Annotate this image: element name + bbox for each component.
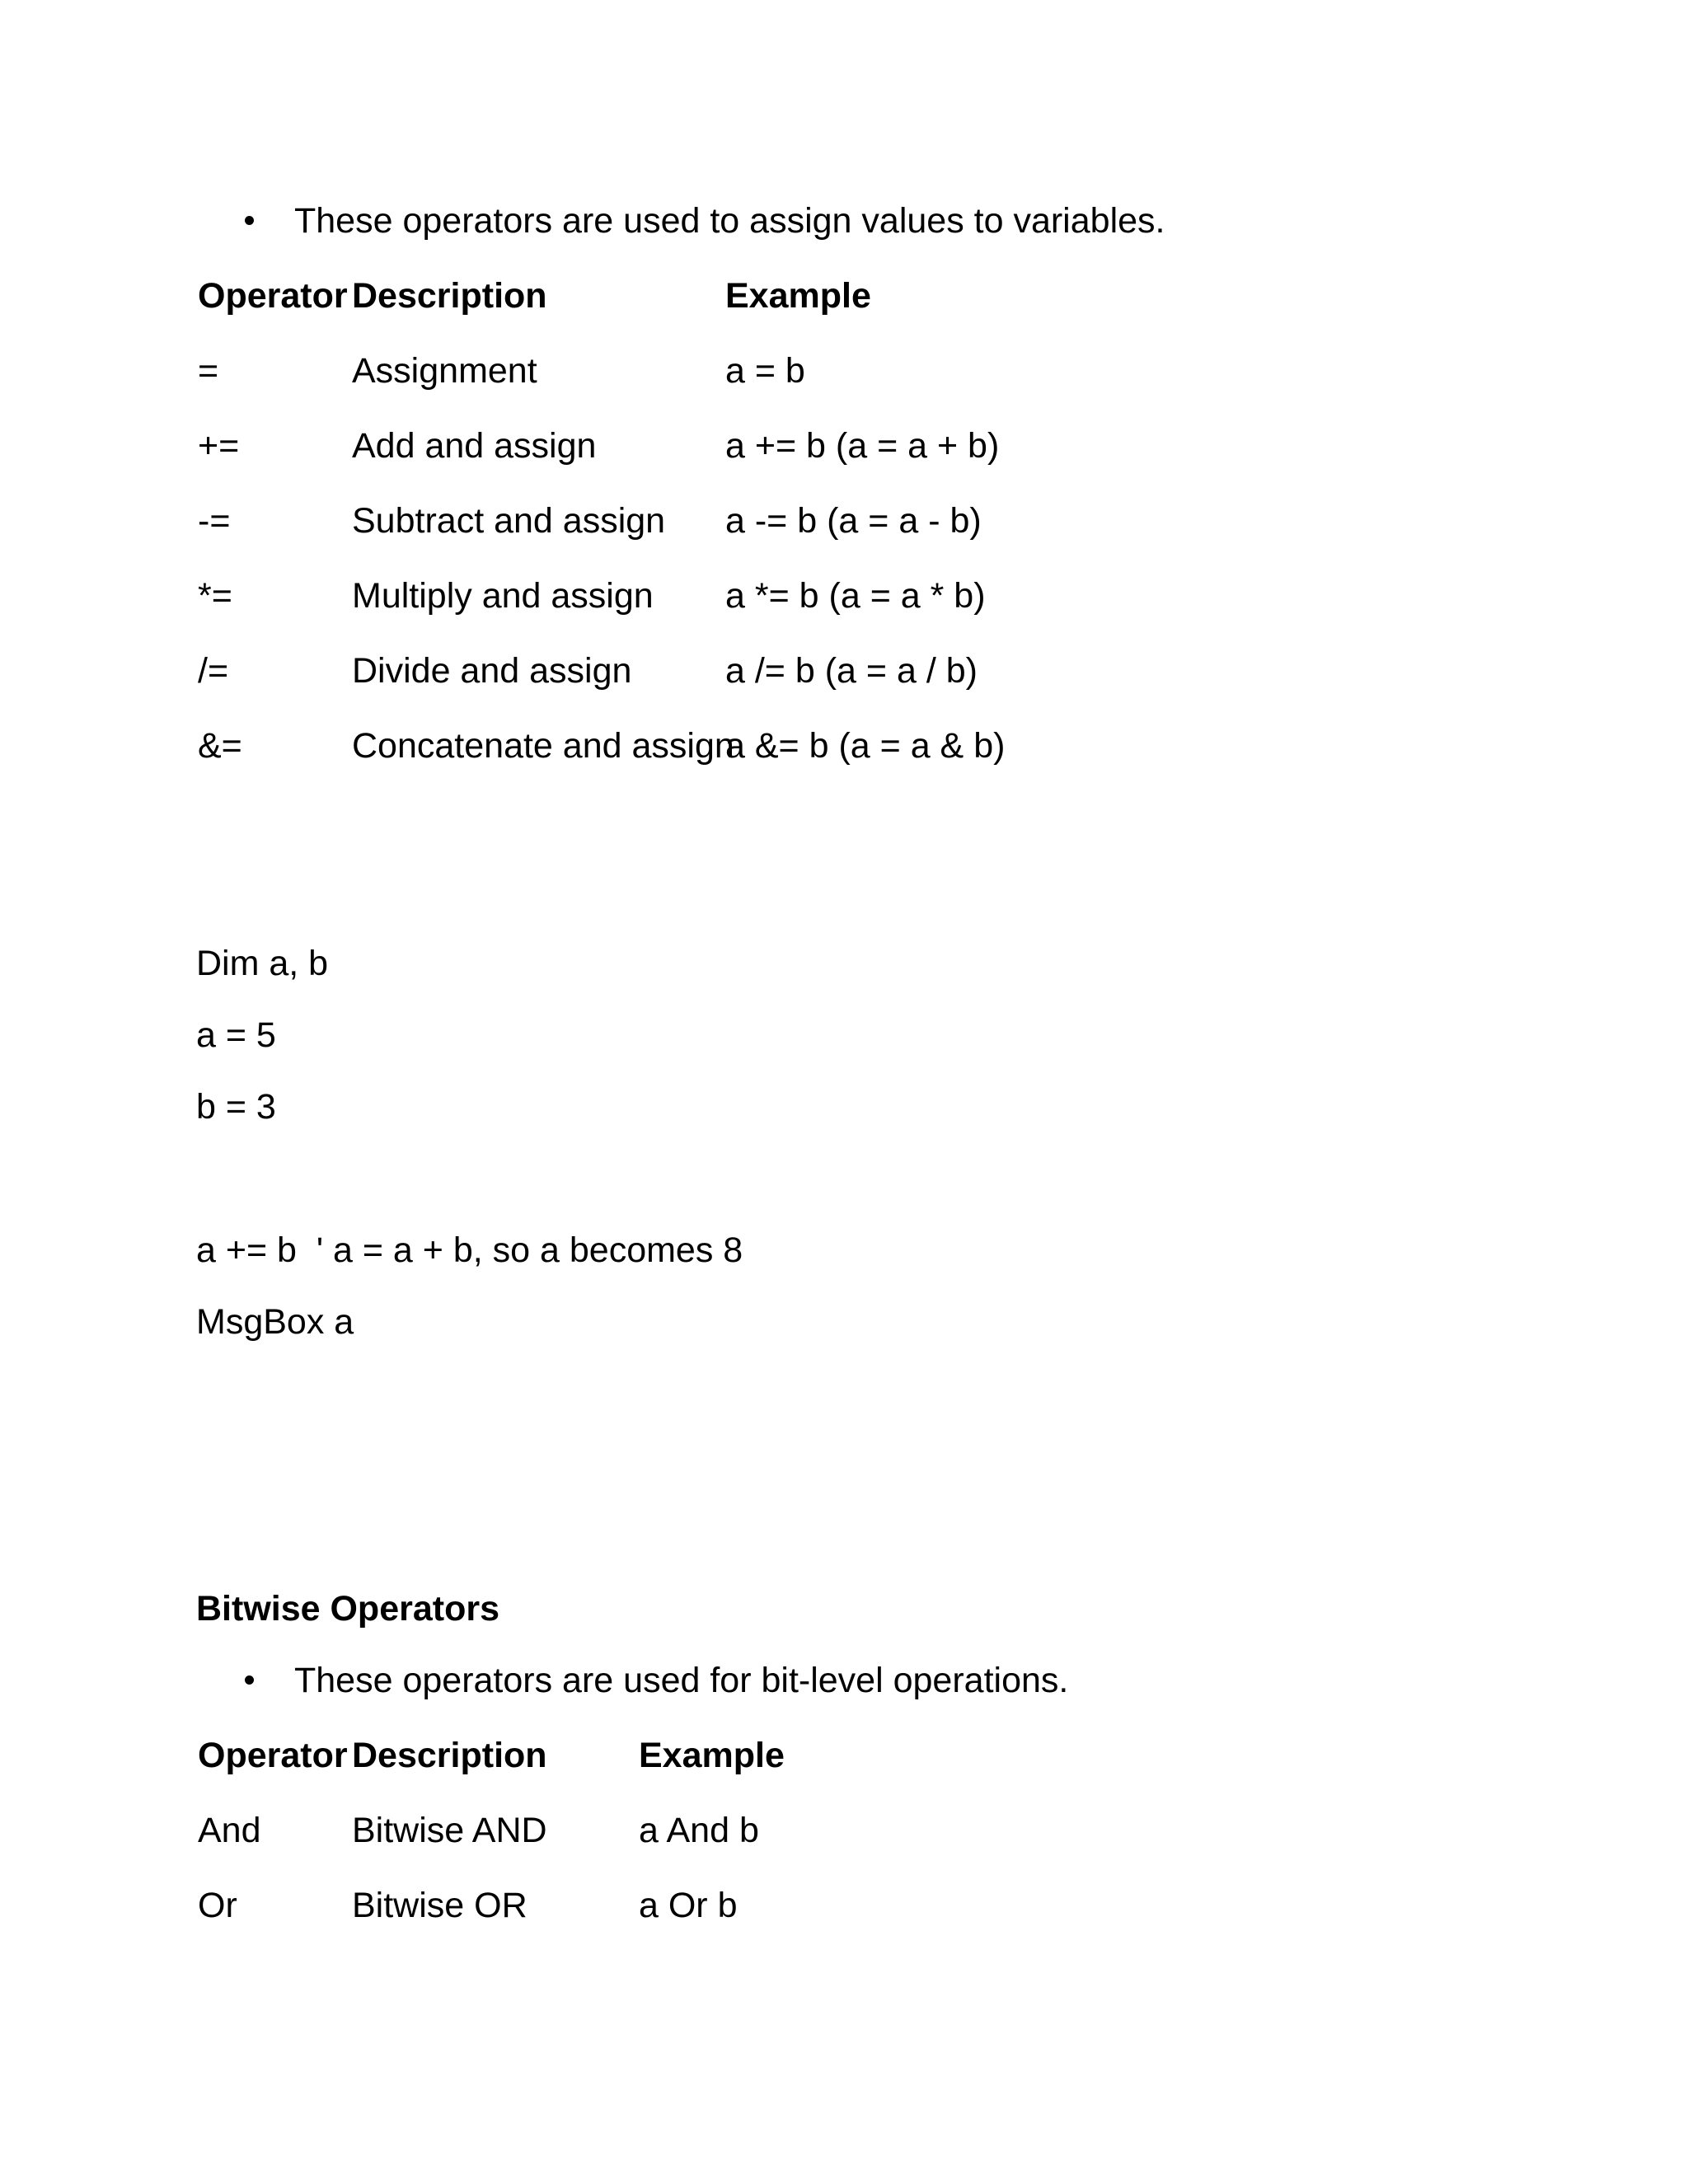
operator-cell: &= [198, 726, 242, 766]
bitwise-table-header [0, 1732, 1688, 1779]
operator-cell: = [198, 351, 219, 391]
table-row [0, 1882, 1688, 1929]
section-heading: Bitwise Operators [196, 1589, 499, 1629]
table-row [0, 1807, 1688, 1854]
code-line: MsgBox a [196, 1302, 354, 1342]
assignment-table-header [0, 273, 1688, 319]
example-cell: a /= b (a = a / b) [725, 651, 978, 691]
code-line: b = 3 [196, 1087, 276, 1127]
example-cell: a -= b (a = a - b) [725, 501, 982, 541]
operator-cell: += [198, 426, 240, 466]
description-cell: Add and assign [352, 426, 597, 466]
example-cell: a *= b (a = a * b) [725, 576, 986, 616]
table-row [0, 573, 1688, 619]
example-cell: a Or b [639, 1886, 738, 1925]
header-operator: Operator [198, 1736, 348, 1775]
operator-cell: -= [198, 501, 231, 541]
table-row [0, 423, 1688, 469]
example-cell: a += b (a = a + b) [725, 426, 1000, 466]
description-cell: Concatenate and assign [352, 726, 734, 766]
bullet-icon [245, 1675, 254, 1685]
code-line: a = 5 [196, 1015, 276, 1055]
header-example: Example [639, 1736, 785, 1775]
table-row [0, 648, 1688, 694]
description-cell: Bitwise AND [352, 1811, 547, 1850]
description-cell: Bitwise OR [352, 1886, 528, 1925]
code-line: Dim a, b [196, 944, 329, 983]
operator-cell: And [198, 1811, 261, 1850]
table-row [0, 348, 1688, 394]
example-cell: a = b [725, 351, 805, 391]
table-row [0, 723, 1688, 769]
code-line: a += b ' a = a + b, so a becomes 8 [196, 1230, 743, 1270]
header-description: Description [352, 276, 547, 316]
example-cell: a And b [639, 1811, 759, 1850]
description-cell: Multiply and assign [352, 576, 654, 616]
assignment-bullet-text: These operators are used to assign values to variables. [294, 201, 1165, 241]
description-cell: Assignment [352, 351, 537, 391]
header-description: Description [352, 1736, 547, 1775]
header-operator: Operator [198, 276, 348, 316]
operator-cell: *= [198, 576, 232, 616]
description-cell: Subtract and assign [352, 501, 666, 541]
operator-cell: /= [198, 651, 229, 691]
table-row [0, 498, 1688, 544]
example-cell: a &= b (a = a & b) [725, 726, 1006, 766]
header-example: Example [725, 276, 871, 316]
bitwise-bullet-text: These operators are used for bit-level operations. [294, 1661, 1069, 1700]
description-cell: Divide and assign [352, 651, 632, 691]
bullet-icon [245, 216, 254, 225]
operator-cell: Or [198, 1886, 237, 1925]
